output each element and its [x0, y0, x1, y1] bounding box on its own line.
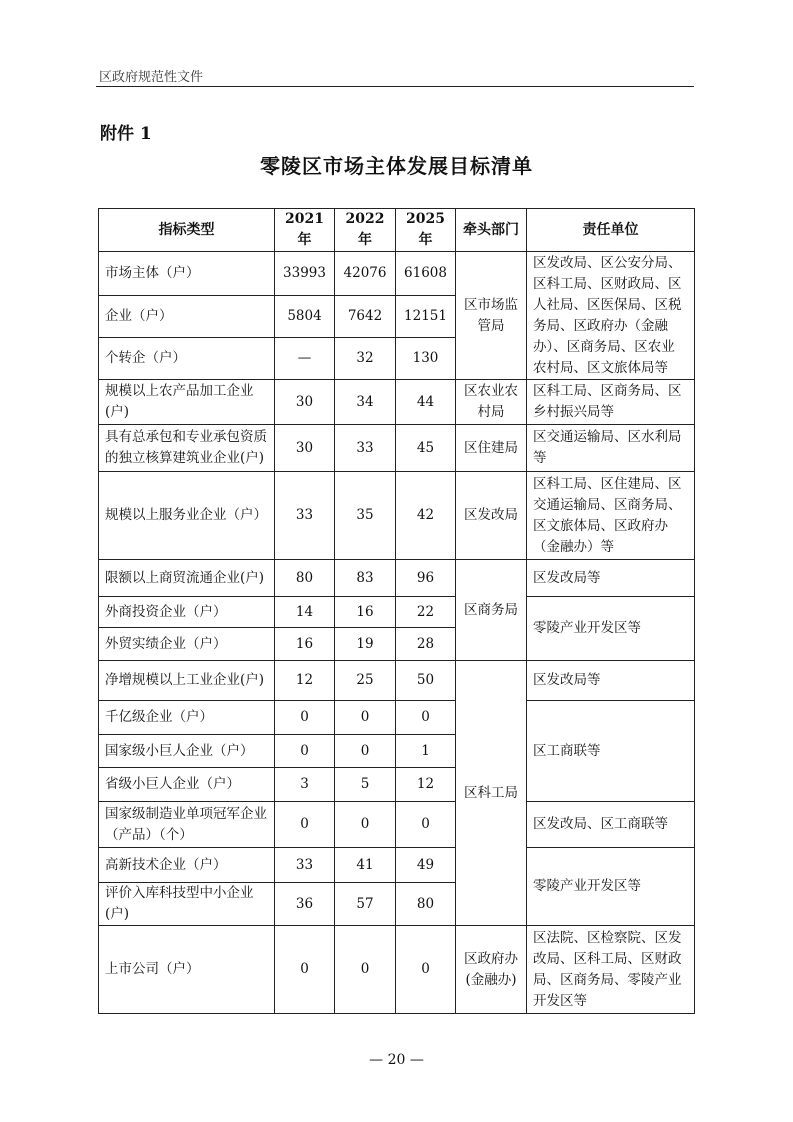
- lead-dept-cell: 区政府办(金融办): [456, 926, 527, 1014]
- value-cell-2025: 0: [396, 701, 456, 735]
- table-row: [99, 252, 695, 296]
- column-header: 牵头部门: [456, 209, 527, 252]
- value-cell-2025: 80: [396, 883, 456, 926]
- lead-dept-cell: 区科工局: [456, 661, 527, 926]
- indicator-cell: 省级小巨人企业（户）: [99, 768, 275, 802]
- indicator-cell: 国家级制造业单项冠军企业（产品）（个）: [99, 802, 275, 848]
- responsible-units-cell: 区工商联等: [527, 701, 695, 802]
- indicator-cell: 上市公司（户）: [99, 926, 275, 1014]
- indicator-cell: 净增规模以上工业企业(户): [99, 661, 275, 701]
- table-row: [99, 848, 695, 883]
- value-cell-2022: 19: [335, 628, 396, 661]
- table-row: [99, 597, 695, 628]
- value-cell-2025: 12: [396, 768, 456, 802]
- value-cell-2021: 30: [275, 380, 335, 425]
- value-cell-2025: 50: [396, 661, 456, 701]
- value-cell-2021: 30: [275, 425, 335, 472]
- value-cell-2021: 33: [275, 472, 335, 560]
- table-row: [99, 661, 695, 701]
- indicator-cell: 高新技术企业（户）: [99, 848, 275, 883]
- indicator-cell: 评价入库科技型中小企业(户): [99, 883, 275, 926]
- value-cell-2021: 5804: [275, 296, 335, 338]
- value-cell-2021: 33: [275, 848, 335, 883]
- responsible-units-cell: 区发改局等: [527, 560, 695, 597]
- column-header: 责任单位: [527, 209, 695, 252]
- column-header: 2022 年: [335, 209, 396, 252]
- responsible-units-cell: 区交通运输局、区水利局等: [527, 425, 695, 472]
- value-cell-2022: 16: [335, 597, 396, 628]
- value-cell-2021: —: [275, 338, 335, 380]
- responsible-units-cell: 区发改局、区工商联等: [527, 802, 695, 848]
- lead-dept-cell: 区商务局: [456, 560, 527, 661]
- document-header: 区政府规范性文件: [99, 70, 204, 85]
- value-cell-2025: 96: [396, 560, 456, 597]
- value-cell-2025: 22: [396, 597, 456, 628]
- page-number: — 20 —: [369, 1052, 424, 1068]
- value-cell-2021: 12: [275, 661, 335, 701]
- value-cell-2021: 14: [275, 597, 335, 628]
- value-cell-2025: 42: [396, 472, 456, 560]
- value-cell-2022: 7642: [335, 296, 396, 338]
- table-row: [99, 425, 695, 472]
- value-cell-2025: 1: [396, 735, 456, 768]
- value-cell-2025: 0: [396, 926, 456, 1014]
- value-cell-2021: 80: [275, 560, 335, 597]
- lead-dept-cell: 区市场监管局: [456, 252, 527, 380]
- lead-dept-cell: 区住建局: [456, 425, 527, 472]
- table-row: [99, 560, 695, 597]
- indicator-cell: 个转企（户）: [99, 338, 275, 380]
- table-row: [99, 802, 695, 848]
- value-cell-2021: 0: [275, 701, 335, 735]
- responsible-units-cell: 区发改局、区公安分局、区科工局、区财政局、区人社局、区医保局、区税务局、区政府办（金融办）、区商务局、区农业农村局、区文旅体局等: [527, 252, 695, 380]
- value-cell-2021: 16: [275, 628, 335, 661]
- value-cell-2021: 0: [275, 802, 335, 848]
- responsible-units-cell: 零陵产业开发区等: [527, 848, 695, 926]
- value-cell-2022: 33: [335, 425, 396, 472]
- value-cell-2021: 36: [275, 883, 335, 926]
- value-cell-2021: 0: [275, 926, 335, 1014]
- target-table: [98, 208, 695, 1014]
- value-cell-2022: 34: [335, 380, 396, 425]
- indicator-cell: 具有总承包和专业承包资质的独立核算建筑业企业(户): [99, 425, 275, 472]
- column-header: 2021 年: [275, 209, 335, 252]
- value-cell-2025: 61608: [396, 252, 456, 296]
- value-cell-2022: 0: [335, 735, 396, 768]
- value-cell-2021: 0: [275, 735, 335, 768]
- indicator-cell: 市场主体（户）: [99, 252, 275, 296]
- value-cell-2022: 83: [335, 560, 396, 597]
- value-cell-2022: 25: [335, 661, 396, 701]
- value-cell-2025: 45: [396, 425, 456, 472]
- indicator-cell: 企业（户）: [99, 296, 275, 338]
- value-cell-2025: 49: [396, 848, 456, 883]
- indicator-cell: 外商投资企业（户）: [99, 597, 275, 628]
- responsible-units-cell: 区法院、区检察院、区发改局、区科工局、区财政局、区商务局、零陵产业开发区等: [527, 926, 695, 1014]
- column-header: 指标类型: [99, 209, 275, 252]
- indicator-cell: 国家级小巨人企业（户）: [99, 735, 275, 768]
- value-cell-2022: 0: [335, 802, 396, 848]
- column-header: 2025 年: [396, 209, 456, 252]
- value-cell-2025: 0: [396, 802, 456, 848]
- indicator-cell: 千亿级企业（户）: [99, 701, 275, 735]
- table-row: [99, 380, 695, 425]
- responsible-units-cell: 零陵产业开发区等: [527, 597, 695, 661]
- table-row: [99, 472, 695, 560]
- indicator-cell: 限额以上商贸流通企业(户): [99, 560, 275, 597]
- lead-dept-cell: 区农业农村局: [456, 380, 527, 425]
- responsible-units-cell: 区科工局、区商务局、区乡村振兴局等: [527, 380, 695, 425]
- value-cell-2021: 33993: [275, 252, 335, 296]
- value-cell-2022: 35: [335, 472, 396, 560]
- responsible-units-cell: 区发改局等: [527, 661, 695, 701]
- value-cell-2022: 41: [335, 848, 396, 883]
- header-divider: [96, 86, 694, 87]
- annex-label: 附件 1: [100, 124, 152, 144]
- value-cell-2022: 5: [335, 768, 396, 802]
- value-cell-2022: 0: [335, 701, 396, 735]
- table-row: [99, 701, 695, 735]
- value-cell-2025: 130: [396, 338, 456, 380]
- lead-dept-cell: 区发改局: [456, 472, 527, 560]
- value-cell-2025: 28: [396, 628, 456, 661]
- value-cell-2022: 57: [335, 883, 396, 926]
- table-row: [99, 926, 695, 1014]
- table-header-row: [99, 209, 695, 252]
- value-cell-2025: 44: [396, 380, 456, 425]
- value-cell-2022: 0: [335, 926, 396, 1014]
- indicator-cell: 规模以上服务业企业（户）: [99, 472, 275, 560]
- value-cell-2021: 3: [275, 768, 335, 802]
- value-cell-2022: 32: [335, 338, 396, 380]
- page-title: 零陵区市场主体发展目标清单: [260, 154, 533, 178]
- value-cell-2025: 12151: [396, 296, 456, 338]
- responsible-units-cell: 区科工局、区住建局、区交通运输局、区商务局、区文旅体局、区政府办（金融办）等: [527, 472, 695, 560]
- value-cell-2022: 42076: [335, 252, 396, 296]
- indicator-cell: 规模以上农产品加工企业(户): [99, 380, 275, 425]
- indicator-cell: 外贸实绩企业（户）: [99, 628, 275, 661]
